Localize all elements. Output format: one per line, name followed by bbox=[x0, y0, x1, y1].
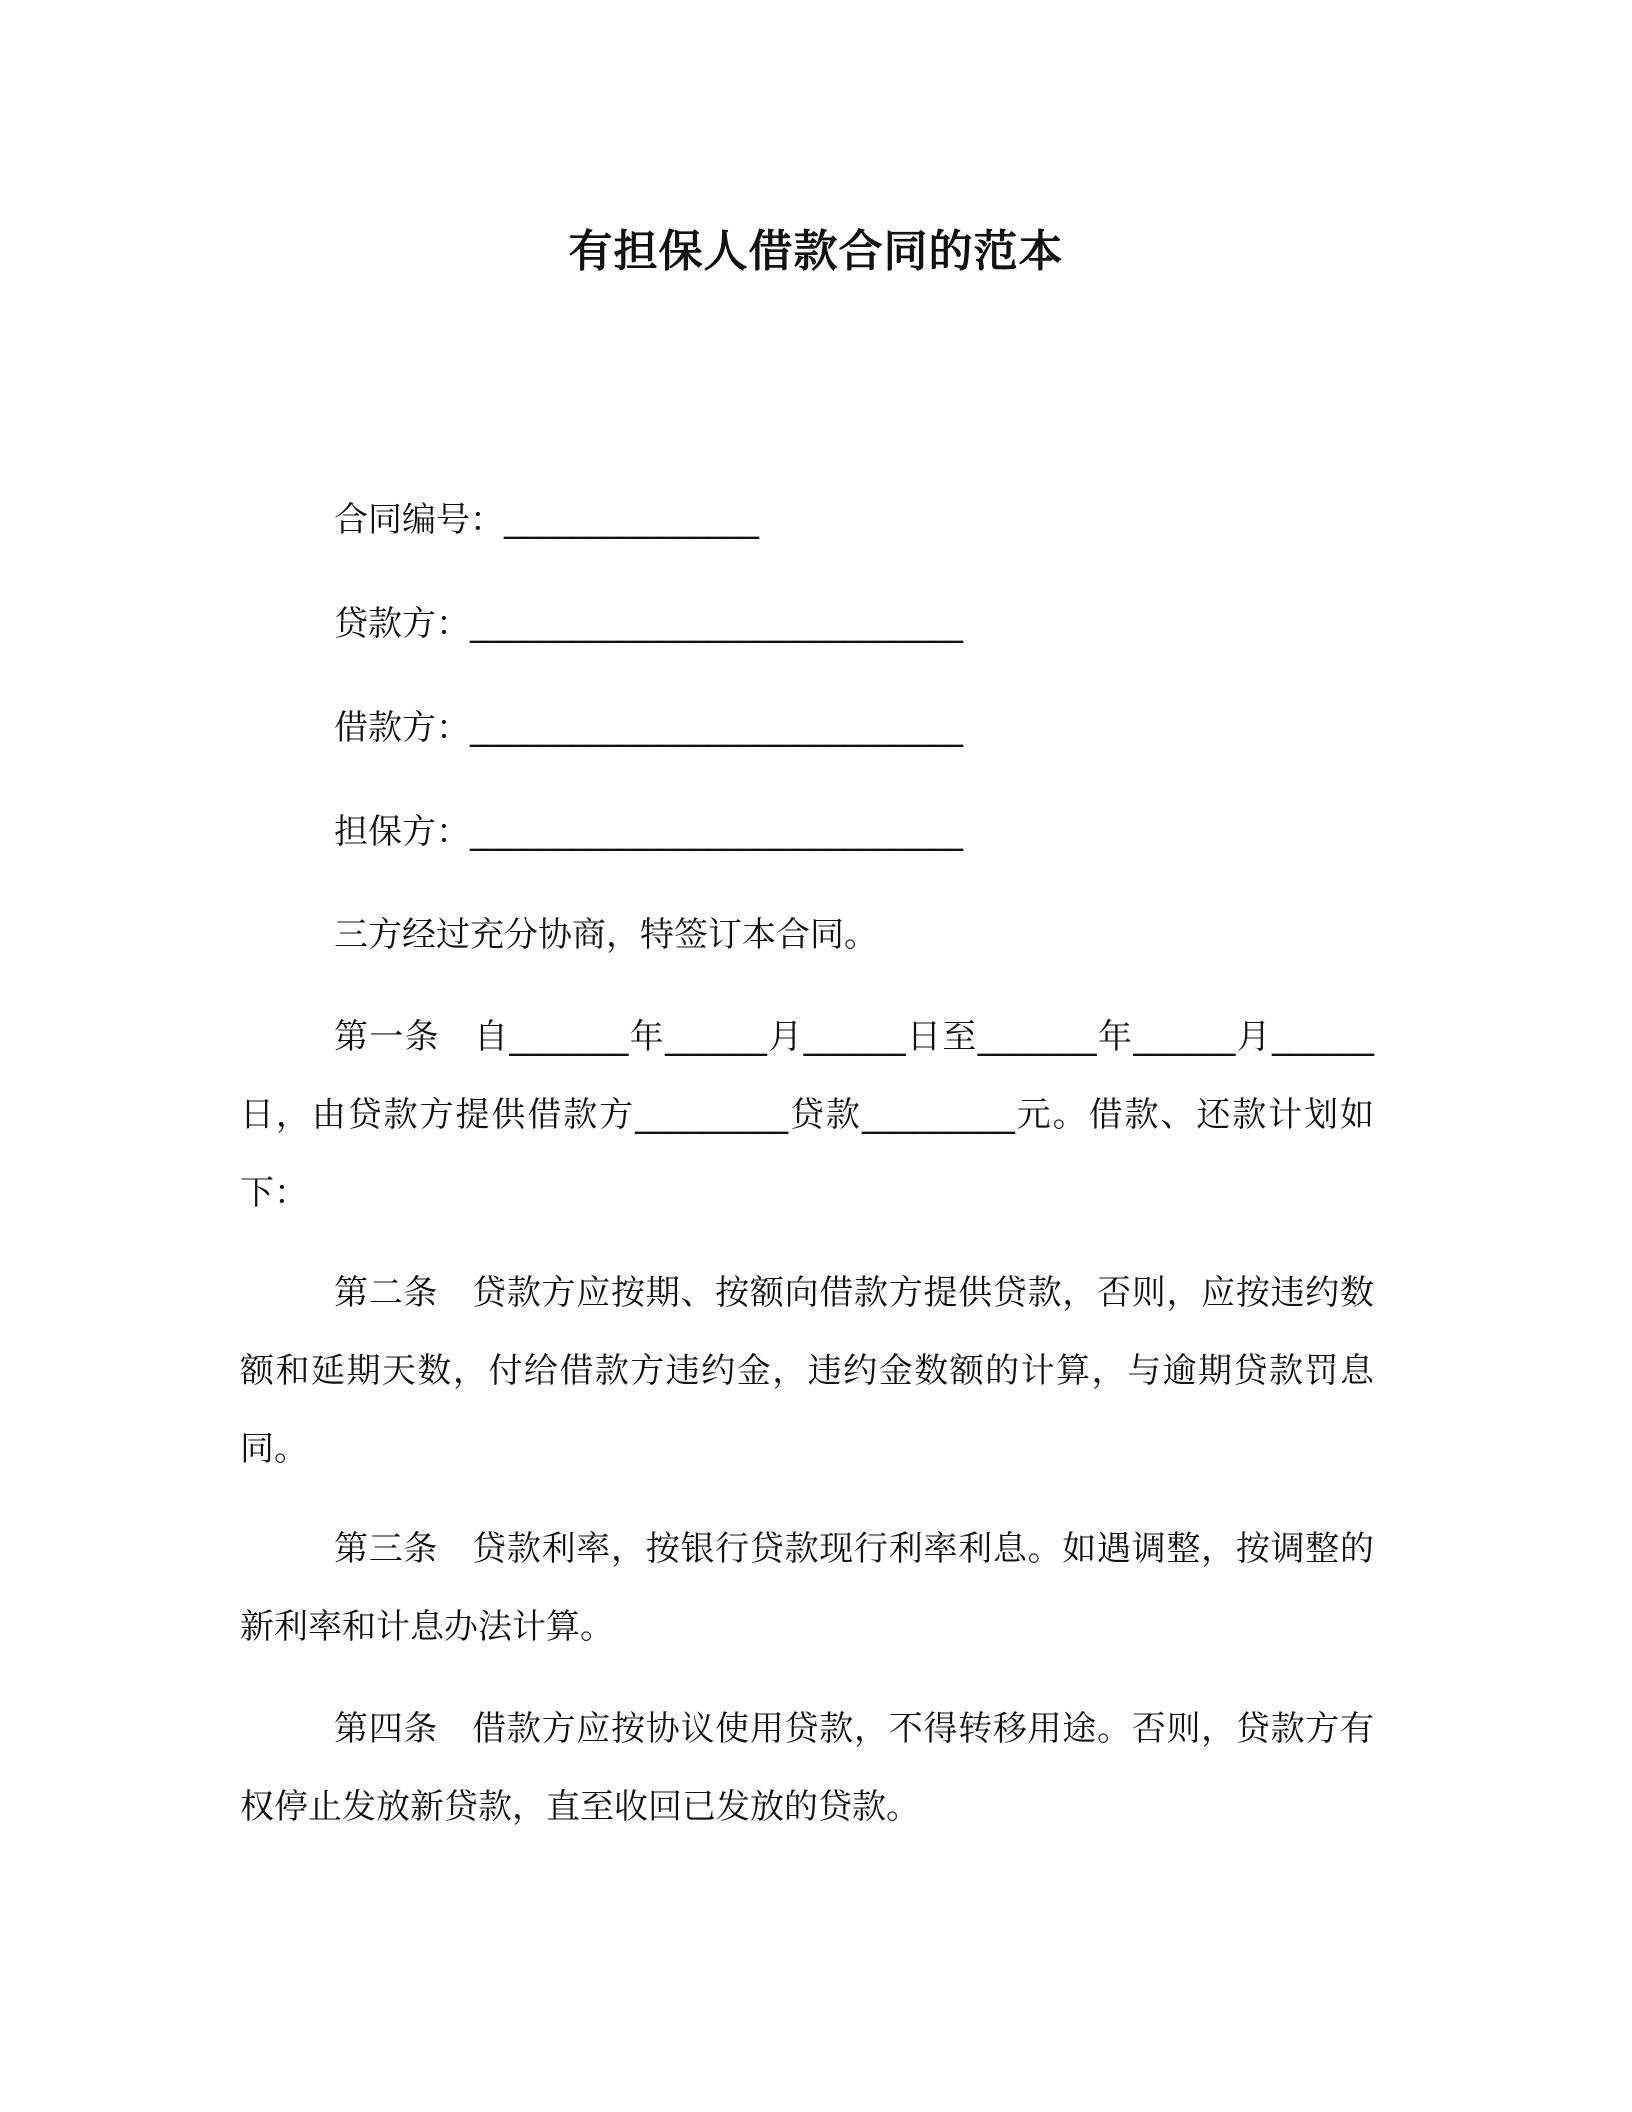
borrower-field bbox=[334, 704, 963, 752]
article-1-text: 自_______年______月______日至_______年______月______日，由贷款方提供借款方_________贷款_________元。借款、还款计划如下： bbox=[240, 1017, 1374, 1213]
contract-number-label: 合同编号： bbox=[334, 500, 504, 540]
article-3 bbox=[240, 1510, 1374, 1666]
guarantor-field bbox=[334, 808, 963, 856]
document-title: 有担保人借款合同的范本 bbox=[568, 226, 1064, 277]
guarantor-label: 担保方： bbox=[334, 812, 470, 852]
article-1 bbox=[240, 998, 1374, 1232]
article-2-label: 第二条 bbox=[334, 1273, 439, 1313]
article-4 bbox=[240, 1690, 1374, 1846]
lender-blank: _____________________________ bbox=[470, 604, 963, 644]
article-2-text: 贷款方应按期、按额向借款方提供贷款，否则，应按违约数额和延期天数，付给借款方违约金，违约金数额的计算，与逾期贷款罚息同。 bbox=[240, 1273, 1375, 1469]
borrower-blank: _____________________________ bbox=[470, 708, 963, 748]
lender-label: 贷款方： bbox=[334, 604, 470, 644]
intro-paragraph: 三方经过充分协商，特签订本合同。 bbox=[334, 915, 878, 955]
borrower-label: 借款方： bbox=[334, 708, 470, 748]
lender-field bbox=[334, 600, 963, 648]
guarantor-blank: _____________________________ bbox=[470, 812, 963, 852]
article-4-label: 第四条 bbox=[334, 1709, 439, 1749]
article-1-label: 第一条 bbox=[334, 1017, 440, 1057]
article-3-label: 第三条 bbox=[334, 1529, 439, 1569]
contract-number-field bbox=[334, 496, 759, 544]
article-4-text: 借款方应按协议使用贷款，不得转移用途。否则，贷款方有权停止发放新贷款，直至收回已发放的贷款。 bbox=[240, 1709, 1375, 1827]
article-3-text: 贷款利率，按银行贷款现行利率利息。如遇调整，按调整的新利率和计息办法计算。 bbox=[240, 1529, 1375, 1647]
article-2 bbox=[240, 1254, 1374, 1488]
contract-number-blank: _______________ bbox=[504, 500, 759, 540]
